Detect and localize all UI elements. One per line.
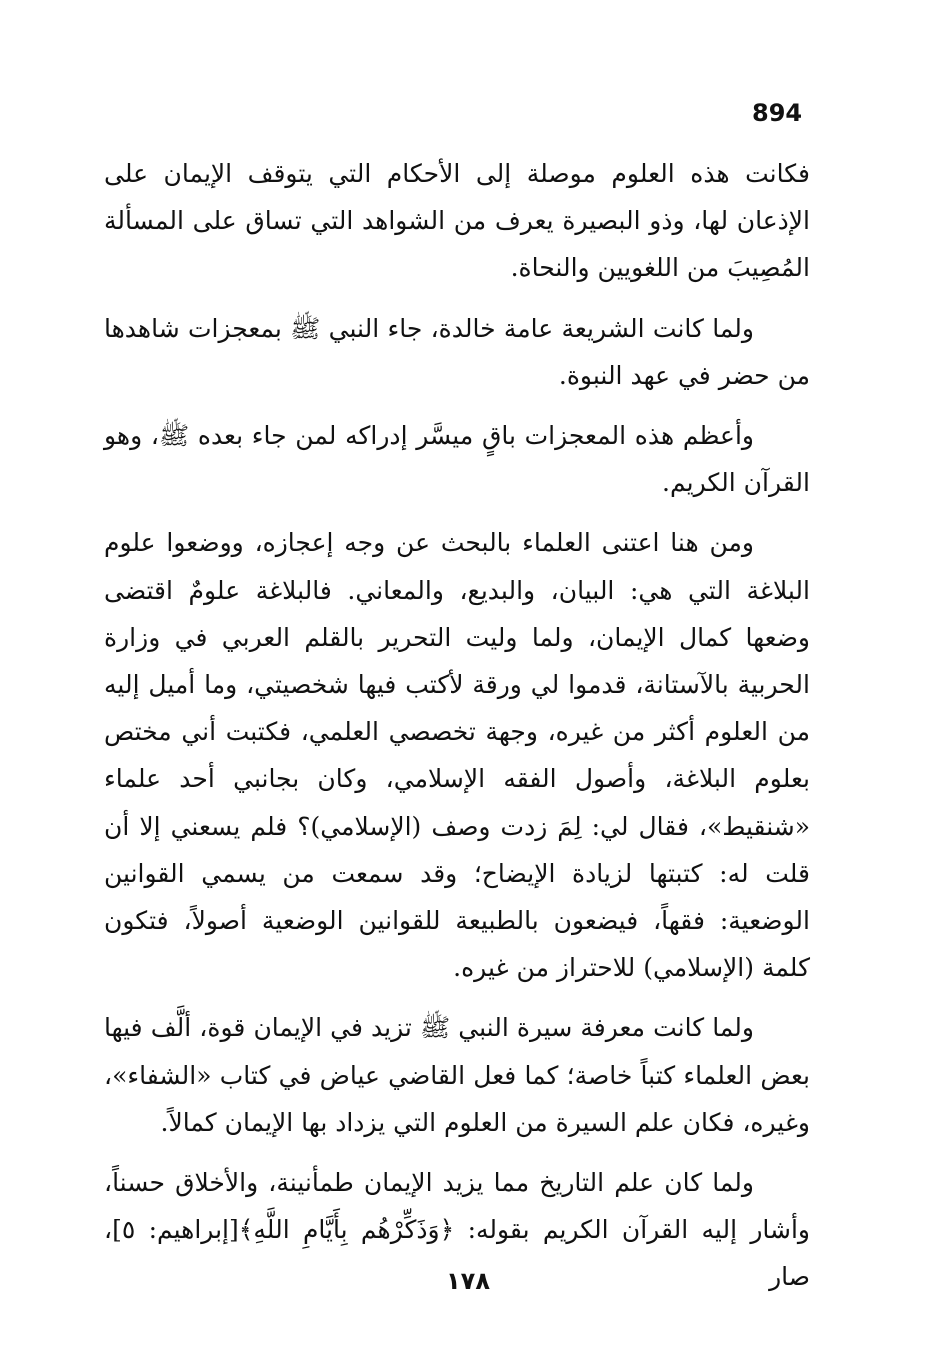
body-text: [104, 150, 810, 1314]
page-number-bottom: ١٧٨: [446, 1267, 490, 1295]
paragraph-4: ومن هنا اعتنى العلماء بالبحث عن وجه إعجازه، ووضعوا علوم البلاغة التي هي: البيان، والبديع، والمعاني. فالبلاغة علومٌ اقتضى وضعها كمال الإيمان، ولما وليت التحرير بالقلم العربي في وزارة الحربية بالآستانة، قدموا لي ورقة لأكتب فيها شخصيتي، وما أميل إليه من العلوم أكثر من غيره، وجهة تخصصي العلمي، فكتبت أني مختص بعلوم البلاغة، وأصول الفقه الإسلامي، وكان بجانبي أحد علماء «شنقيط»، فقال لي: لِمَ زدت وصف (الإسلامي)؟ فلم يسعني إلا أن قلت له: كتبتها لزيادة الإيضاح؛ وقد سمعت من يسمي القوانين الوضعية: فقهاً، فيضعون بالطبيعة للقوانين الوضعية أصولاً، فتكون كلمة (الإسلامي) للاحتراز من غيره.: [104, 528, 810, 983]
page-number-top: 894: [752, 99, 803, 127]
paragraph-2: ولما كانت الشريعة عامة خالدة، جاء النبي ﷺ بمعجزات شاهدها من حضر في عهد النبوة.: [104, 313, 810, 390]
paragraph-1: فكانت هذه العلوم موصلة إلى الأحكام التي يتوقف الإيمان على الإذعان لها، وذو البصيرة يعرف من الشواهد التي تساق على المسألة المُصِيبَ من اللغويين والنحاة.: [104, 159, 810, 283]
paragraph-6: ولما كان علم التاريخ مما يزيد الإيمان طمأنينة، والأخلاق حسناً، وأشار إليه القرآن الكريم بقوله: ﴿وَذَكِّرْهُم بِأَيَّامِ اللَّهِ﴾[إبراهيم: ٥]، صار: [104, 1168, 810, 1292]
paragraph-3: وأعظم هذه المعجزات باقٍ ميسَّر إدراكه لمن جاء بعده ﷺ، وهو القرآن الكريم.: [104, 421, 810, 498]
paragraph-5: ولما كانت معرفة سيرة النبي ﷺ تزيد في الإيمان قوة، ألَّف فيها بعض العلماء كتباً خاصة؛ كما فعل القاضي عياض في كتاب «الشفاء»، وغيره، فكان علم السيرة من العلوم التي يزداد بها الإيمان كمالاً.: [104, 1013, 810, 1137]
